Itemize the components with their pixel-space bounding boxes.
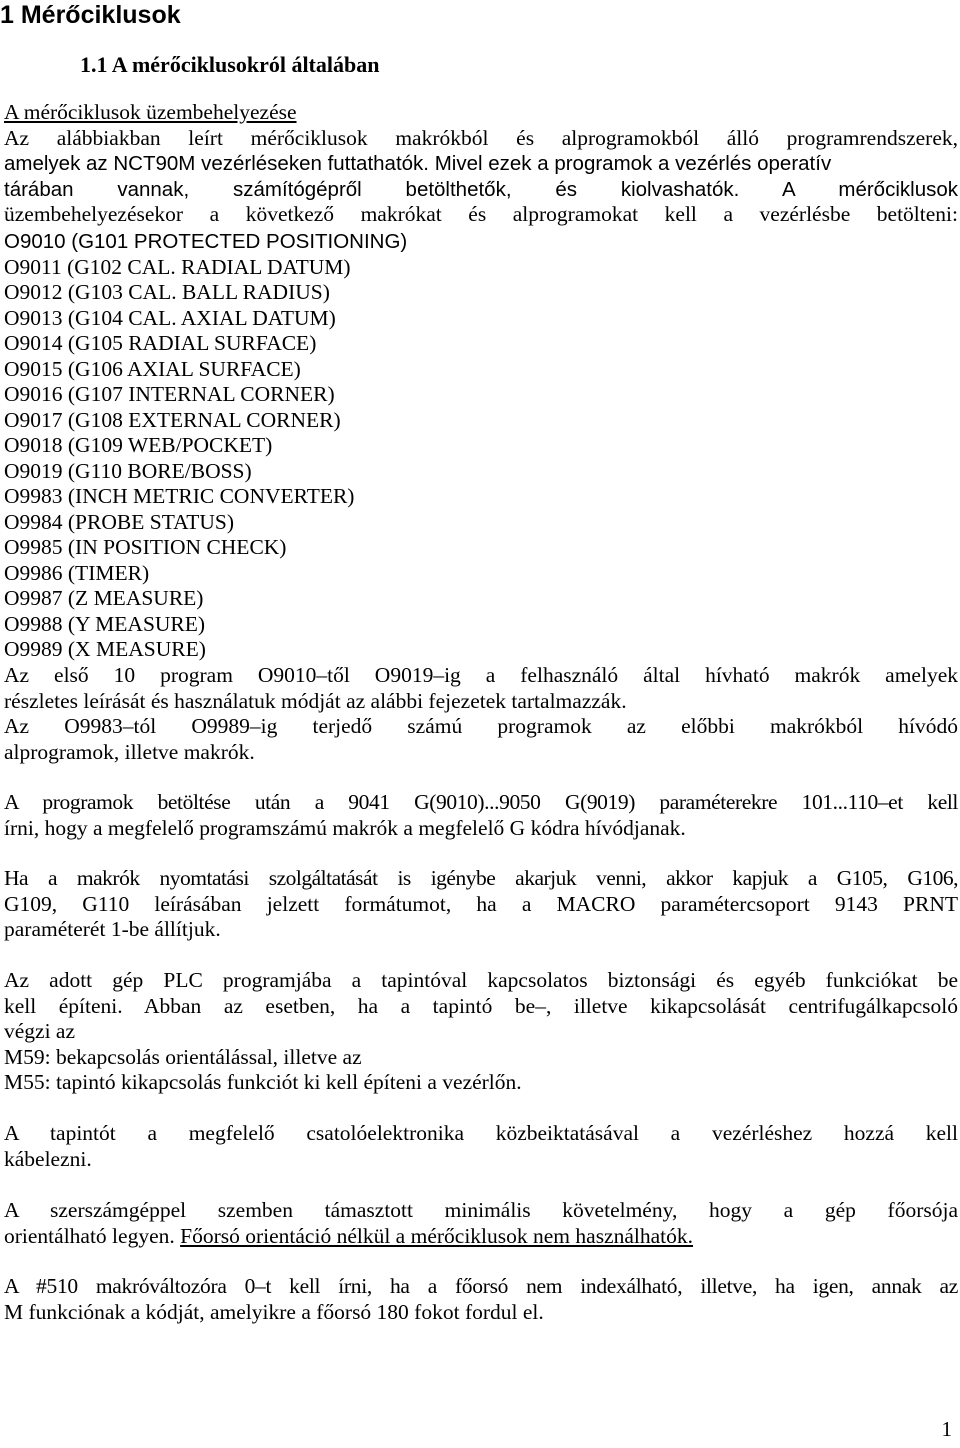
program-list-item: O9012 (G103 CAL. BALL RADIUS) (4, 280, 330, 304)
paragraph-line: A #510 makróváltozóra 0–t kell írni, ha a főorsó nem indexálható, illetve, ha igen, annak az (4, 1274, 958, 1298)
program-list-item: O9985 (IN POSITION CHECK) (4, 535, 287, 559)
paragraph-line: M funkciónak a kódját, amelyikre a főorsó 180 fokot fordul el. (4, 1299, 544, 1324)
paragraph-cabling (4, 1121, 958, 1172)
paragraph-line: A tapintót a megfelelő csatolóelektronika közbeiktatásával a vezérléshez hozzá kell (4, 1121, 958, 1145)
program-list-item: O9019 (G110 BORE/BOSS) (4, 458, 252, 483)
paragraph-first-ten (4, 663, 958, 714)
paragraph-line: Ha a makrók nyomtatási szolgáltatását is igénybe akarjuk venni, akkor kapjuk a G105, G106, (4, 866, 958, 890)
program-list-item: O9014 (G105 RADIAL SURFACE) (4, 331, 317, 355)
program-list (4, 229, 958, 663)
paragraph-line: paraméterét 1-be állítjuk. (4, 917, 221, 941)
program-list-item: O9984 (PROBE STATUS) (4, 509, 235, 534)
paragraph-line: részletes leírását és használatuk módját az alábbi fejezetek tartalmazzák. (4, 688, 627, 713)
paragraph-macro510 (4, 1274, 958, 1325)
section-heading: 1.1 A mérőciklusokról általában (80, 52, 380, 77)
paragraph-printing (4, 866, 958, 943)
program-list-item: O9010 (G101 PROTECTED POSITIONING) (4, 230, 408, 253)
program-list-item: O9017 (G108 EXTERNAL CORNER) (4, 407, 341, 432)
paragraph-line: Az adott gép PLC programjába a tapintóval kapcsolatos biztonsági és egyéb funkciókat be (4, 968, 958, 992)
paragraph-line: kábelezni. (4, 1146, 92, 1171)
paragraph-line: A szerszámgéppel szemben támasztott minimális követelmény, hogy a gép főorsója (4, 1198, 958, 1222)
subsection-title: A mérőciklusok üzembehelyezése (4, 100, 297, 124)
paragraph-line: A programok betöltése után a 9041 G(9010)...9050 G(9019) paraméterekre 101...110–et kell (4, 790, 958, 814)
paragraph-text: orientálható legyen. (4, 1223, 181, 1248)
program-list-item: O9016 (G107 INTERNAL CORNER) (4, 382, 335, 406)
intro-line: Az alábbiakban leírt mérőciklusok makrókból és alprogramokból álló programrendszerek, (4, 125, 958, 150)
program-list-item: O9988 (Y MEASURE) (4, 611, 206, 636)
paragraph-line: Az első 10 program O9010–től O9019–ig a felhasználó által hívható makrók amelyek (4, 663, 958, 687)
program-list-item: O9015 (G106 AXIAL SURFACE) (4, 356, 301, 381)
program-list-item: O9983 (INCH METRIC CONVERTER) (4, 484, 355, 508)
intro-line: amelyek az NCT90M vezérléseken futtathatók. Mivel ezek a programok a vezérlés operatív (4, 152, 832, 175)
paragraph-line: Az O9983–tól O9989–ig terjedő számú programok az előbbi makrókból hívódó (4, 714, 958, 738)
chapter-heading: 1 Mérőciklusok (0, 1, 181, 29)
paragraph-subprograms (4, 714, 958, 765)
program-list-item: O9011 (G102 CAL. RADIAL DATUM) (4, 254, 351, 279)
paragraph-line: alprogramok, illetve makrók. (4, 739, 255, 764)
paragraph-plc (4, 968, 958, 1096)
intro-line: tárában vannak, számítógépről betölthetők, és kiolvashatók. A mérőciklusok (4, 177, 958, 201)
paragraph-line (4, 1224, 958, 1250)
program-list-item: O9989 (X MEASURE) (4, 637, 206, 661)
intro-block (4, 100, 958, 228)
paragraph-spindle (4, 1198, 958, 1249)
program-list-item: O9018 (G109 WEB/POCKET) (4, 433, 273, 457)
paragraph-parameters (4, 790, 958, 841)
page-number: 1 (941, 1417, 952, 1441)
underlined-warning: Főorsó orientáció nélkül a mérőciklusok nem használhatók. (180, 1223, 694, 1248)
program-list-item: O9987 (Z MEASURE) (4, 586, 204, 610)
intro-line: üzembehelyezésekor a következő makrókat és alprogramokat kell a vezérlésbe betölteni: (4, 202, 958, 226)
program-list-item: O9013 (G104 CAL. AXIAL DATUM) (4, 305, 336, 330)
paragraph-line: végzi az (4, 1019, 76, 1043)
paragraph-line: írni, hogy a megfelelő programszámú makrók a megfelelő G kódra hívódjanak. (4, 815, 686, 840)
paragraph-line: kell építeni. Abban az esetben, ha a tapintó be–, illetve kikapcsolását centrifugálkapcsoló (4, 993, 958, 1018)
paragraph-line: M55: tapintó kikapcsolás funkciót ki kell építeni a vezérlőn. (4, 1070, 522, 1094)
program-list-item: O9986 (TIMER) (4, 560, 150, 585)
paragraph-line: M59: bekapcsolás orientálással, illetve az (4, 1044, 362, 1069)
paragraph-line: G109, G110 leírásában jelzett formátumot, ha a MACRO paramétercsoport 9143 PRNT (4, 891, 958, 916)
